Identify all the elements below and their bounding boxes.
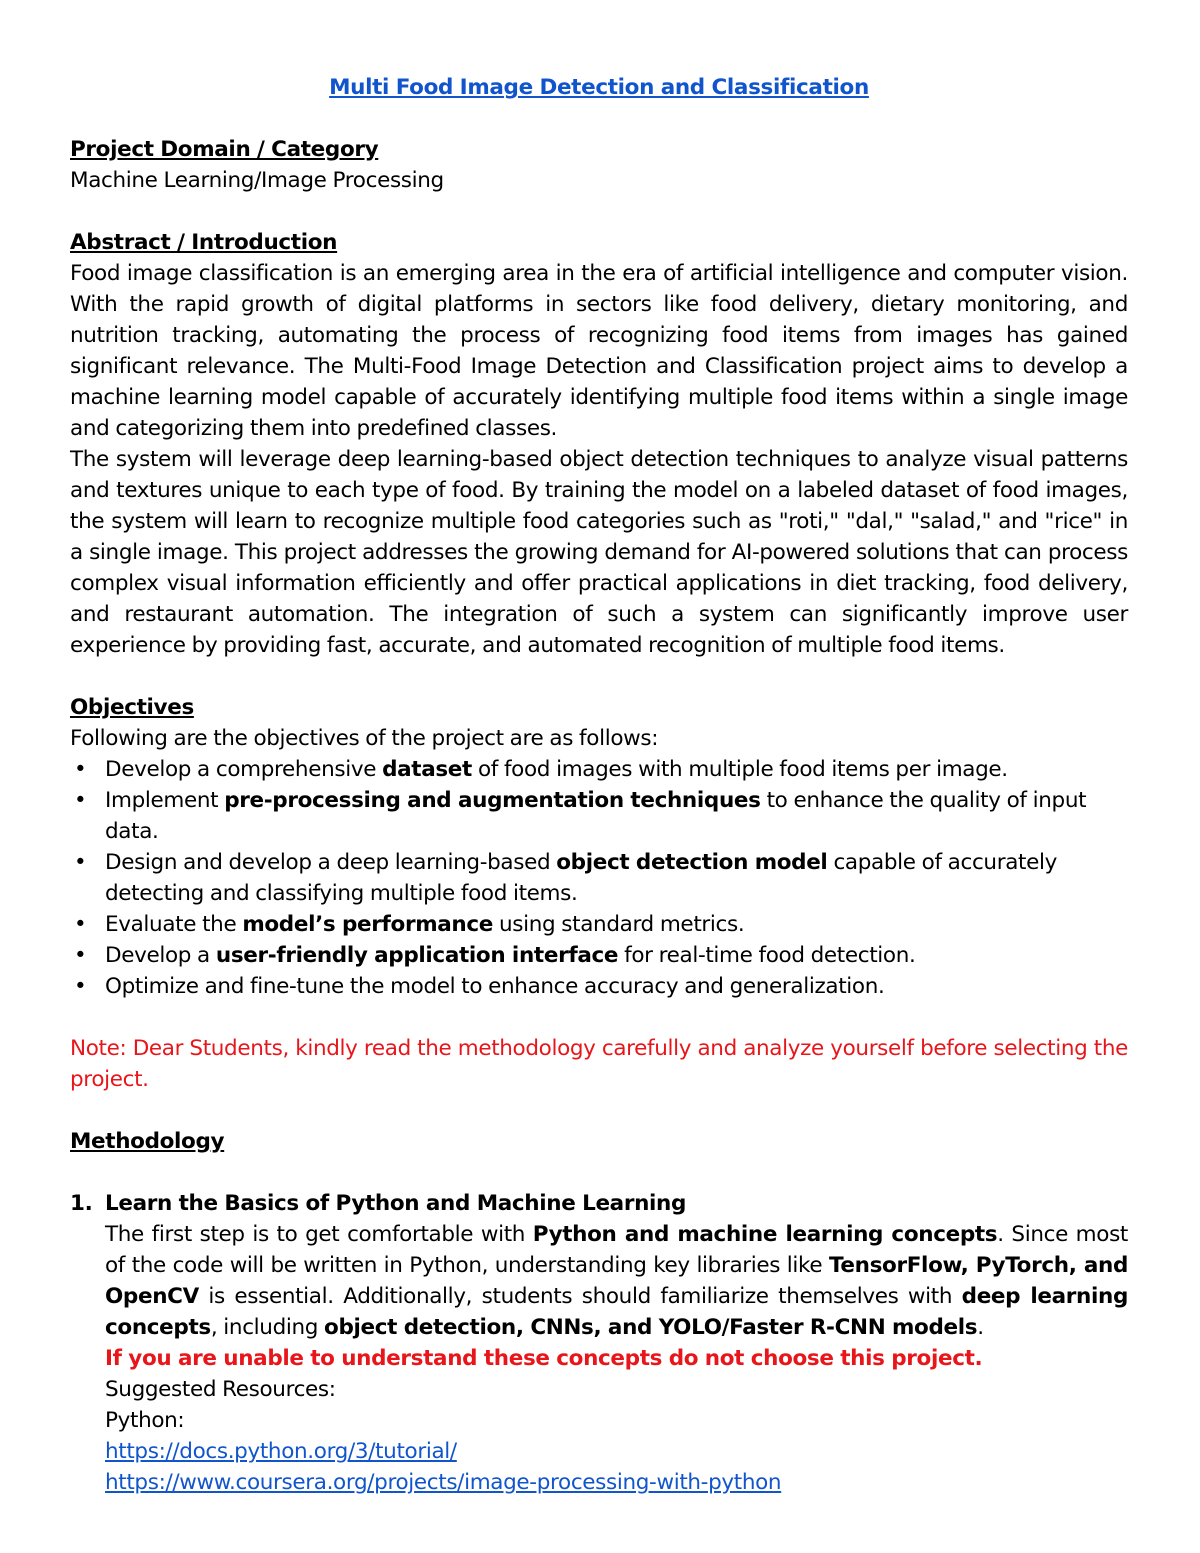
coursera-link[interactable]: https://www.coursera.org/projects/image-processing-with-python bbox=[105, 1470, 782, 1495]
python-label: Python: bbox=[105, 1408, 185, 1433]
student-note: Note: Dear Students, kindly read the methodology carefully and analyze yourself before selecting the project. bbox=[70, 1036, 1128, 1092]
objectives-list bbox=[70, 754, 1128, 1002]
methodology-heading: Methodology bbox=[70, 1129, 225, 1154]
objectives-heading: Objectives bbox=[70, 695, 194, 720]
abstract-paragraph-2: The system will leverage deep learning-based object detection techniques to analyze visual patterns and textures unique to each type of food. By training the model on a labeled dataset of food images, the system will learn to recognize multiple food categories such as "roti," "dal," "salad," and "rice" in a single image. This project addresses the growing demand for AI-powered solutions that can process complex visual information efficiently and offer practical applications in diet tracking, food delivery, and restaurant automation. The integration of such a system can significantly improve user experience by providing fast, accurate, and automated recognition of multiple food items. bbox=[70, 447, 1128, 658]
abstract-heading: Abstract / Introduction bbox=[70, 230, 338, 255]
bullet-icon: • bbox=[74, 912, 87, 937]
list-item: • Develop a user-friendly application interface for real-time food detection. bbox=[70, 940, 1128, 971]
bullet-icon: • bbox=[74, 943, 87, 968]
document-body bbox=[70, 70, 1128, 1498]
abstract-paragraph-1: Food image classification is an emerging area in the era of artificial intelligence and computer vision. With the rapid growth of digital platforms in sectors like food delivery, dietary monitoring, and nutrition tracking, automating the process of recognizing food items from images has gained significant relevance. The Multi-Food Image Detection and Classification project aims to develop a machine learning model capable of accurately identifying multiple food items within a single image and categorizing them into predefined classes. bbox=[70, 261, 1128, 441]
python-tutorial-link[interactable]: https://docs.python.org/3/tutorial/ bbox=[105, 1439, 457, 1464]
bullet-icon: • bbox=[74, 788, 87, 813]
list-item: • Optimize and fine-tune the model to enhance accuracy and generalization. bbox=[70, 971, 1128, 1002]
objectives-intro: Following are the objectives of the project are as follows: bbox=[70, 726, 659, 751]
bullet-icon: • bbox=[74, 850, 87, 875]
document-title: Multi Food Image Detection and Classification bbox=[329, 75, 869, 100]
bullet-icon: • bbox=[74, 974, 87, 999]
bullet-icon: • bbox=[74, 757, 87, 782]
step-number: 1. bbox=[70, 1191, 93, 1216]
step-warning: If you are unable to understand these concepts do not choose this project. bbox=[105, 1346, 983, 1371]
step-description: The first step is to get comfortable with Python and machine learning concepts. Since most of the code will be written in Python, understanding key libraries like TensorFlow, PyTorch, and OpenCV is essential. Additionally, students should familiarize themselves with deep learning concepts, including object detection, CNNs, and YOLO/Faster R-CNN models. bbox=[105, 1222, 1128, 1340]
list-item: • Develop a comprehensive dataset of food images with multiple food items per image. bbox=[70, 754, 1128, 785]
list-item: • Evaluate the model’s performance using standard metrics. bbox=[70, 909, 1128, 940]
step-title: Learn the Basics of Python and Machine Learning bbox=[105, 1191, 687, 1216]
resources-label: Suggested Resources: bbox=[105, 1377, 336, 1402]
list-item: • Implement pre-processing and augmentation techniques to enhance the quality of input data. bbox=[70, 785, 1128, 847]
methodology-step-1 bbox=[70, 1188, 1128, 1498]
domain-heading: Project Domain / Category bbox=[70, 137, 379, 162]
list-item: • Design and develop a deep learning-based object detection model capable of accurately detecting and classifying multiple food items. bbox=[70, 847, 1128, 909]
domain-value: Machine Learning/Image Processing bbox=[70, 168, 444, 193]
